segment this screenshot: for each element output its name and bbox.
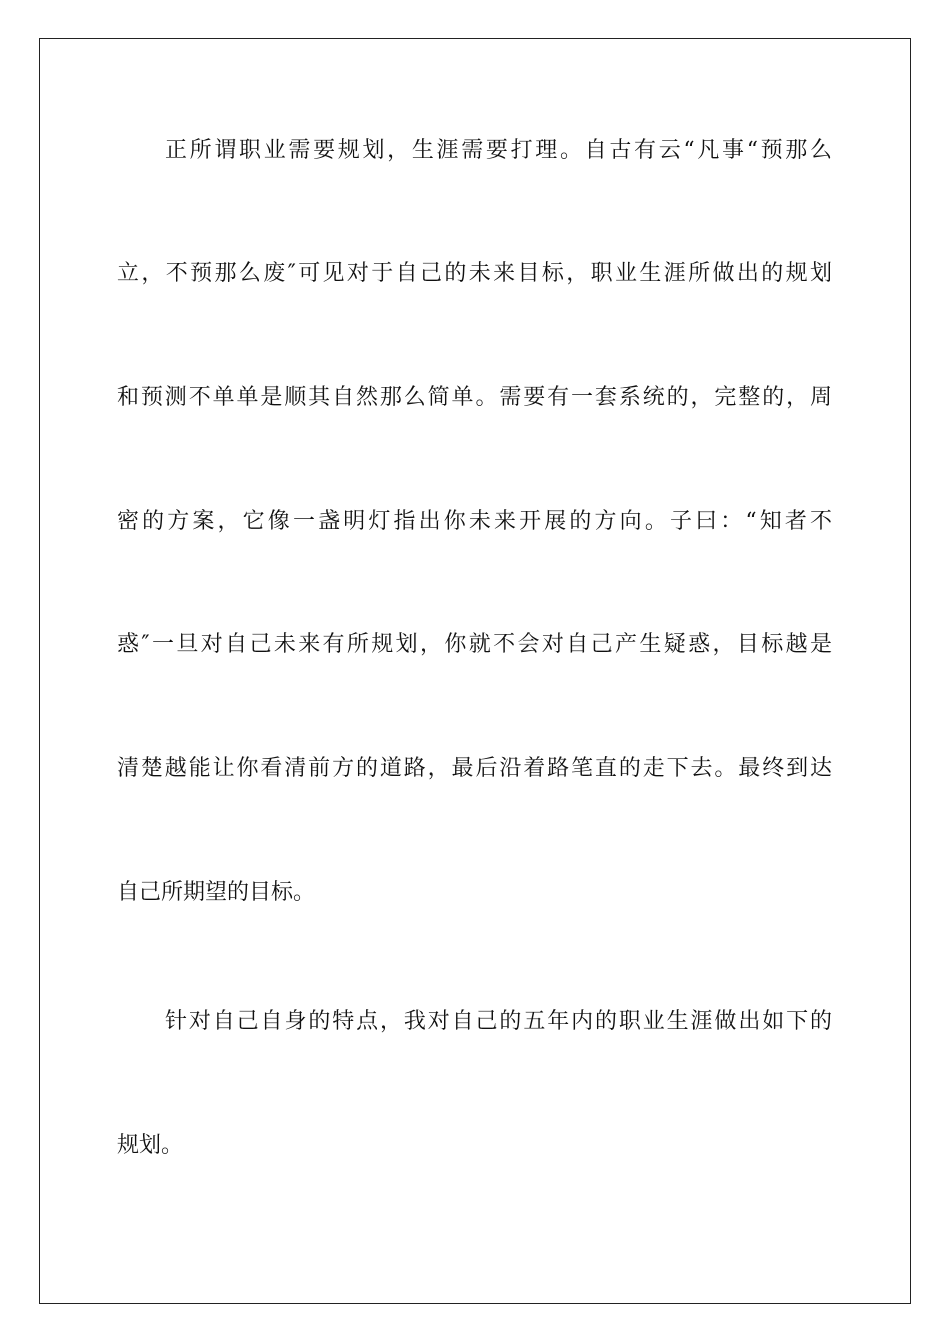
paragraph-1-line-4: 密的方案，它像一盏明灯指出你未来开展的方向。子曰：“知者不 (117, 509, 832, 534)
paragraph-1-line-2: 立，不预那么废″可见对于自己的未来目标，职业生涯所做出的规划 (117, 261, 832, 286)
paragraph-1-line-3: 和预测不单单是顺其自然那么简单。需要有一套系统的，完整的，周 (117, 385, 832, 410)
paragraph-2-line-2: 规划。 (117, 1133, 184, 1158)
paragraph-1-line-1: 正所谓职业需要规划，生涯需要打理。自古有云“凡事“预那么 (165, 138, 832, 163)
paragraph-2-line-1: 针对自己自身的特点，我对自己的五年内的职业生涯做出如下的 (165, 1009, 832, 1034)
paragraph-1-line-6: 清楚越能让你看清前方的道路，最后沿着路笔直的走下去。最终到达 (117, 756, 832, 781)
page-border (39, 38, 911, 1304)
paragraph-1-line-7: 自己所期望的目标。 (117, 880, 316, 905)
paragraph-1-line-5: 惑″一旦对自己未来有所规划，你就不会对自己产生疑惑，目标越是 (117, 632, 832, 657)
